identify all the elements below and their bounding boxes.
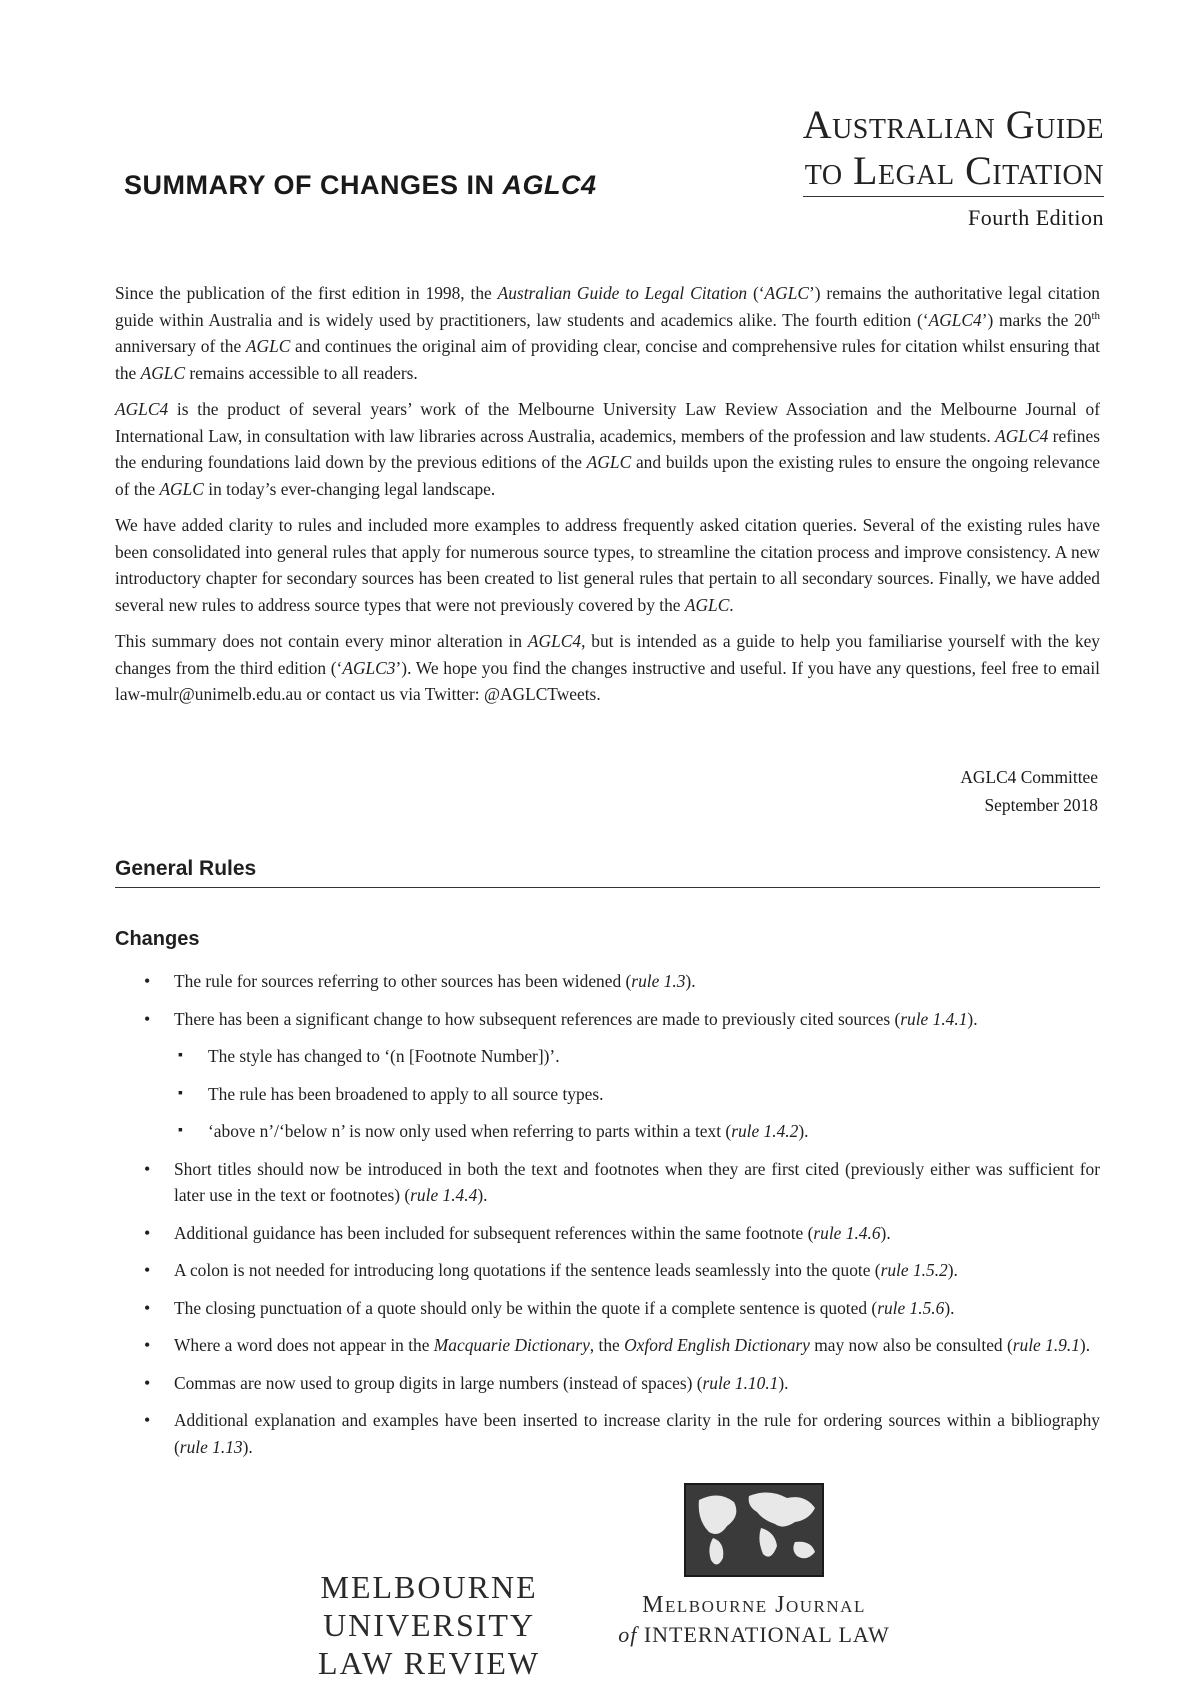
intro-paragraph-1: Since the publication of the first edition in 1998, the Australian Guide to Legal Citation (‘AGLC’) remains the authoritative legal citation guide within Australia and is widely used by practitioners, law students and academics alike. The fourth edition (‘AGLC4’) marks the 20th anniversary of the AGLC and continues the original aim of providing clear, concise and comprehensive rules for citation whilst ensuring that the AGLC remains accessible to all readers. xyxy=(115,283,1101,383)
mjil-logo xyxy=(614,1480,894,1650)
mulr-logo-line3: LAW REVIEW xyxy=(318,1645,541,1681)
signature-name: AGLC4 Committee xyxy=(960,767,1098,787)
list-item: • Short titles should now be introduced in both the text and footnotes when they are first cited (previously either was sufficient for later use in the text or footnotes) (rule 1.4.4). xyxy=(140,1156,1100,1209)
signature-block xyxy=(960,763,1098,819)
guide-title-line2: to Legal Citation xyxy=(803,148,1104,197)
list-item: • Where a word does not appear in the Macquarie Dictionary, the Oxford English Dictionary may now also be consulted (rule 1.9.1). xyxy=(140,1332,1100,1359)
mjil-logo-line1: Melbourne Journal xyxy=(642,1592,866,1618)
subheading-changes: Changes xyxy=(115,928,200,950)
guide-edition: Fourth Edition xyxy=(968,205,1104,230)
section-heading-general-rules: General Rules xyxy=(115,857,1100,888)
title-emphasis: AGLC4 xyxy=(502,170,597,200)
title-prefix: SUMMARY OF CHANGES IN xyxy=(124,170,503,200)
list-item: • There has been a significant change to how subsequent references are made to previously cited sources (rule 1.4.1). xyxy=(140,1006,1100,1033)
list-item: • Additional explanation and examples have been inserted to increase clarity in the rule for ordering sources within a bibliography (rule 1.13). xyxy=(140,1407,1100,1460)
mjil-logo-line2: of INTERNATIONAL LAW xyxy=(618,1622,890,1647)
sub-list xyxy=(140,1043,1100,1145)
signature-date: September 2018 xyxy=(984,795,1098,815)
mulr-logo-line2: UNIVERSITY xyxy=(323,1607,536,1643)
list-item: • Commas are now used to group digits in large numbers (instead of spaces) (rule 1.10.1). xyxy=(140,1370,1100,1397)
intro-paragraph-3: We have added clarity to rules and included more examples to address frequently asked citation queries. Several of the existing rules have been consolidated into general rules that apply for numerous source types, to streamline the citation process and improve consistency. A new introductory chapter for secondary sources has been created to list general rules that pertain to all secondary sources. Finally, we have added several new rules to address source types that were not previously covered by the AGLC. xyxy=(115,515,1100,615)
world-map-logo-icon xyxy=(679,1480,829,1580)
changes-list xyxy=(140,968,1100,1471)
list-item: • A colon is not needed for introducing long quotations if the sentence leads seamlessly into the quote (rule 1.5.2). xyxy=(140,1257,1100,1284)
intro-paragraph-4: This summary does not contain every minor alteration in AGLC4, but is intended as a guide to help you familiarise yourself with the key changes from the third edition (‘AGLC3’). We hope you find the changes instructive and useful. If you have any questions, feel free to email law-mulr@unimelb.edu.au or contact us via Twitter: @AGLCTweets. xyxy=(115,631,1100,704)
mulr-logo xyxy=(318,1568,540,1682)
list-item: • The rule for sources referring to other sources has been widened (rule 1.3). xyxy=(140,968,1100,995)
sub-list-item: ▪ ‘above n’/‘below n’ is now only used when referring to parts within a text (rule 1.4.2). xyxy=(174,1118,1100,1145)
intro-paragraph-2: AGLC4 is the product of several years’ work of the Melbourne University Law Review Association and the Melbourne Journal of International Law, in consultation with law libraries across Australia, academics, members of the profession and law students. AGLC4 refines the enduring foundations laid down by the previous editions of the AGLC and builds upon the existing rules to ensure the ongoing relevance of the AGLC in today’s ever-changing legal landscape. xyxy=(115,399,1100,499)
page-title xyxy=(124,170,597,201)
list-item: • Additional guidance has been included for subsequent references within the same footnote (rule 1.4.6). xyxy=(140,1220,1100,1247)
guide-masthead xyxy=(803,102,1104,231)
sub-list-item: ▪ The rule has been broadened to apply to all source types. xyxy=(174,1081,1100,1108)
list-item: • The closing punctuation of a quote should only be within the quote if a complete sentence is quoted (rule 1.5.6). xyxy=(140,1295,1100,1322)
guide-title-line1: Australian Guide xyxy=(802,102,1104,147)
mulr-logo-line1: MELBOURNE xyxy=(320,1569,538,1605)
sub-list-item: ▪ The style has changed to ‘(n [Footnote Number])’. xyxy=(174,1043,1100,1070)
intro-section xyxy=(115,280,1100,718)
